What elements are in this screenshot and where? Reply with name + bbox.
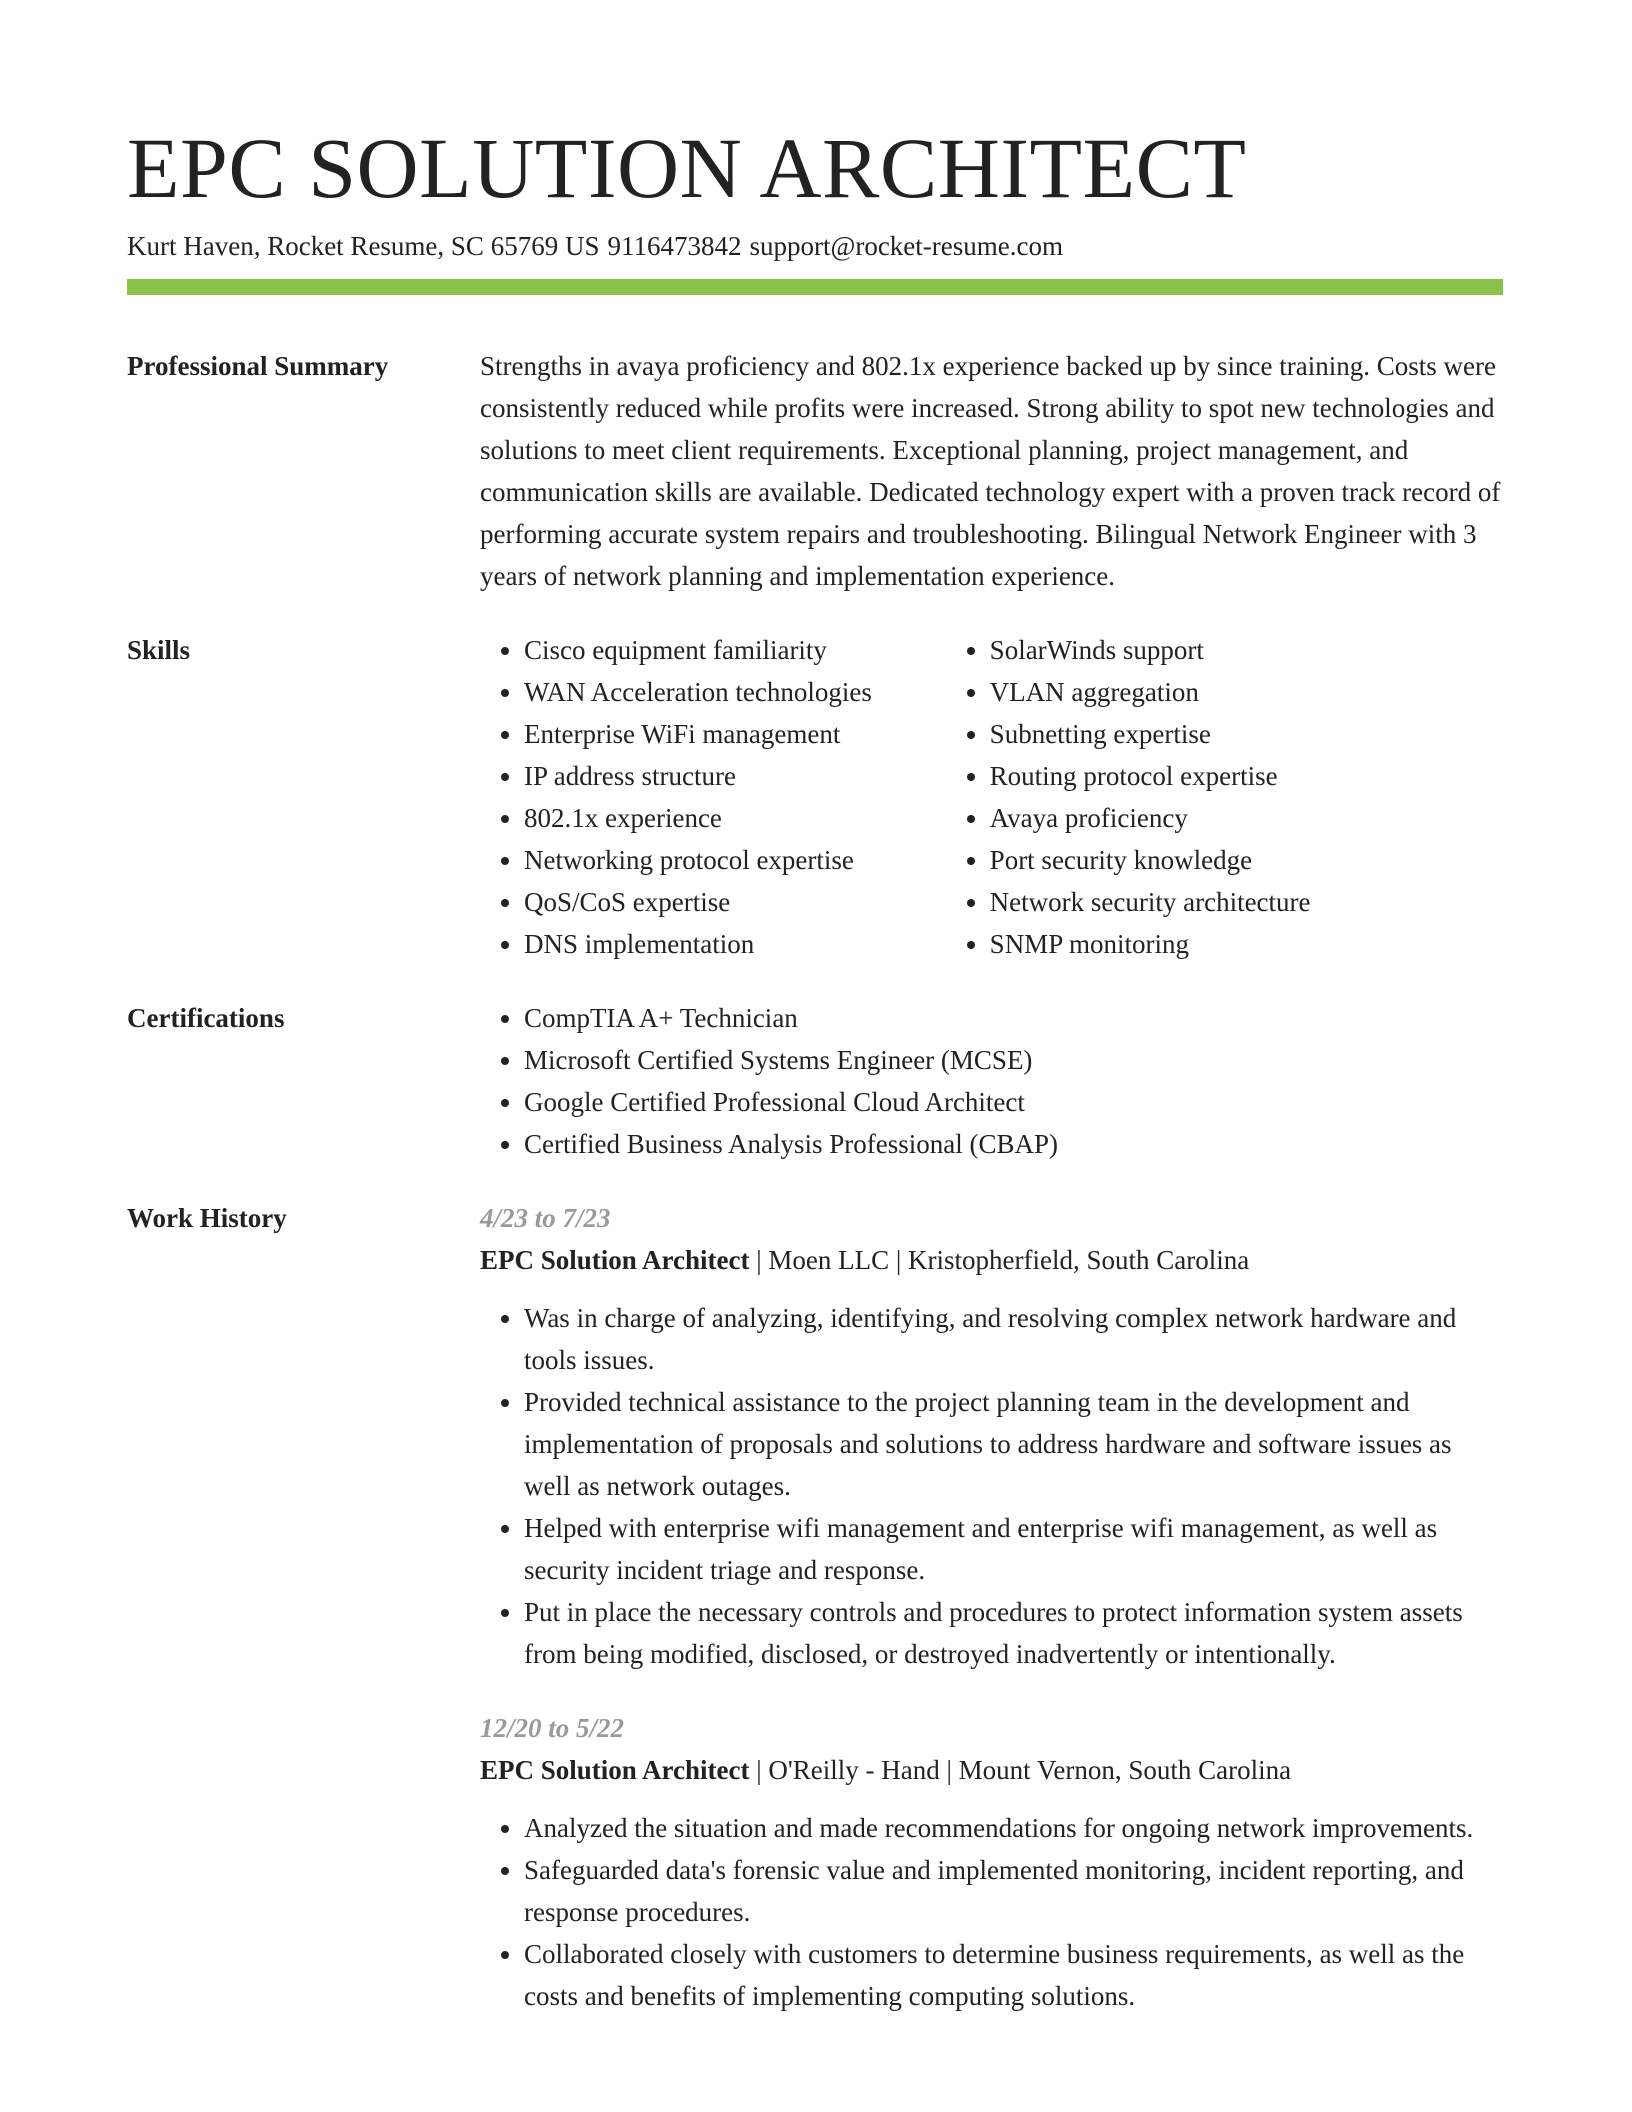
skill-item: • Networking protocol expertise bbox=[524, 839, 946, 881]
certifications-list bbox=[480, 997, 1503, 1165]
skill-item: • Cisco equipment familiarity bbox=[524, 629, 946, 671]
contact-address: Kurt Haven, Rocket Resume, SC 65769 US bbox=[127, 231, 600, 261]
skill-item: • Routing protocol expertise bbox=[990, 755, 1503, 797]
job-details: | O'Reilly - Hand | Mount Vernon, South Carolina bbox=[749, 1755, 1292, 1785]
skills-list-left bbox=[480, 629, 946, 965]
section-label-certifications: Certifications bbox=[127, 1003, 285, 1033]
job-bullet: • Analyzed the situation and made recommendations for ongoing network improvements. bbox=[524, 1807, 1503, 1849]
job-details: | Moen LLC | Kristopherfield, South Carolina bbox=[749, 1245, 1250, 1275]
skill-item: • Network security architecture bbox=[990, 881, 1503, 923]
skill-item: • SolarWinds support bbox=[990, 629, 1503, 671]
job-heading bbox=[480, 1239, 1503, 1281]
job-heading bbox=[480, 1749, 1503, 1791]
skill-item: • DNS implementation bbox=[524, 923, 946, 965]
skill-item: • Subnetting expertise bbox=[990, 713, 1503, 755]
certification-item: • Microsoft Certified Systems Engineer (MCSE) bbox=[524, 1039, 1503, 1081]
summary-text: Strengths in avaya proficiency and 802.1x experience backed up by since training. Costs were consistently reduced while profits were increased. Strong ability to spot new technologies and solutions to meet client requirements. Exceptional planning, project management, and communication skills are available. Dedicated technology expert with a proven track record of performing accurate system repairs and troubleshooting. Bilingual Network Engineer with 3 years of network planning and implementation experience. bbox=[480, 351, 1501, 591]
contact-phone: 9116473842 bbox=[607, 231, 742, 261]
skill-item: • Enterprise WiFi management bbox=[524, 713, 946, 755]
contact-email: support@rocket-resume.com bbox=[749, 231, 1063, 261]
skill-item: • Port security knowledge bbox=[990, 839, 1503, 881]
accent-divider bbox=[127, 279, 1503, 295]
job-bullet: • Collaborated closely with customers to determine business requirements, as well as the costs and benefits of implementing computing solutions. bbox=[524, 1933, 1503, 2017]
section-label-skills: Skills bbox=[127, 635, 191, 665]
job-bullet: • Helped with enterprise wifi management and enterprise wifi management, as well as security incident triage and response. bbox=[524, 1507, 1503, 1591]
job-title: EPC Solution Architect bbox=[480, 1755, 750, 1785]
job-dates: 12/20 to 5/22 bbox=[480, 1713, 625, 1743]
job-bullets bbox=[480, 1807, 1503, 2017]
skill-item: • 802.1x experience bbox=[524, 797, 946, 839]
section-skills bbox=[127, 629, 1503, 965]
skill-item: • WAN Acceleration technologies bbox=[524, 671, 946, 713]
skill-item: • IP address structure bbox=[524, 755, 946, 797]
section-label-work-history: Work History bbox=[127, 1203, 287, 1233]
resume-page bbox=[127, 118, 1503, 2049]
skill-item: • Avaya proficiency bbox=[990, 797, 1503, 839]
job-bullet: • Put in place the necessary controls and procedures to protect information system assets from being modified, disclosed, or destroyed inadvertently or intentionally. bbox=[524, 1591, 1503, 1675]
certification-item: • Google Certified Professional Cloud Architect bbox=[524, 1081, 1503, 1123]
job-entry bbox=[480, 1707, 1503, 2017]
certification-item: • Certified Business Analysis Professional (CBAP) bbox=[524, 1123, 1503, 1165]
contact-line bbox=[127, 228, 1503, 264]
job-dates: 4/23 to 7/23 bbox=[480, 1203, 611, 1233]
job-bullet: • Provided technical assistance to the project planning team in the development and implementation of proposals and solutions to address hardware and software issues as well as network outages. bbox=[524, 1381, 1503, 1507]
skill-item: • SNMP monitoring bbox=[990, 923, 1503, 965]
skill-item: • VLAN aggregation bbox=[990, 671, 1503, 713]
section-work-history bbox=[127, 1197, 1503, 2049]
section-label-summary: Professional Summary bbox=[127, 351, 389, 381]
certification-item: • CompTIA A+ Technician bbox=[524, 997, 1503, 1039]
resume-title: EPC SOLUTION ARCHITECT bbox=[127, 120, 1247, 216]
job-entry bbox=[480, 1197, 1503, 1675]
job-bullets bbox=[480, 1297, 1503, 1675]
skills-list-right bbox=[946, 629, 1503, 965]
job-bullet: • Safeguarded data's forensic value and implemented monitoring, incident reporting, and response procedures. bbox=[524, 1849, 1503, 1933]
section-certifications bbox=[127, 997, 1503, 1165]
section-summary bbox=[127, 345, 1503, 597]
job-title: EPC Solution Architect bbox=[480, 1245, 750, 1275]
skill-item: • QoS/CoS expertise bbox=[524, 881, 946, 923]
job-bullet: • Was in charge of analyzing, identifying, and resolving complex network hardware and tools issues. bbox=[524, 1297, 1503, 1381]
